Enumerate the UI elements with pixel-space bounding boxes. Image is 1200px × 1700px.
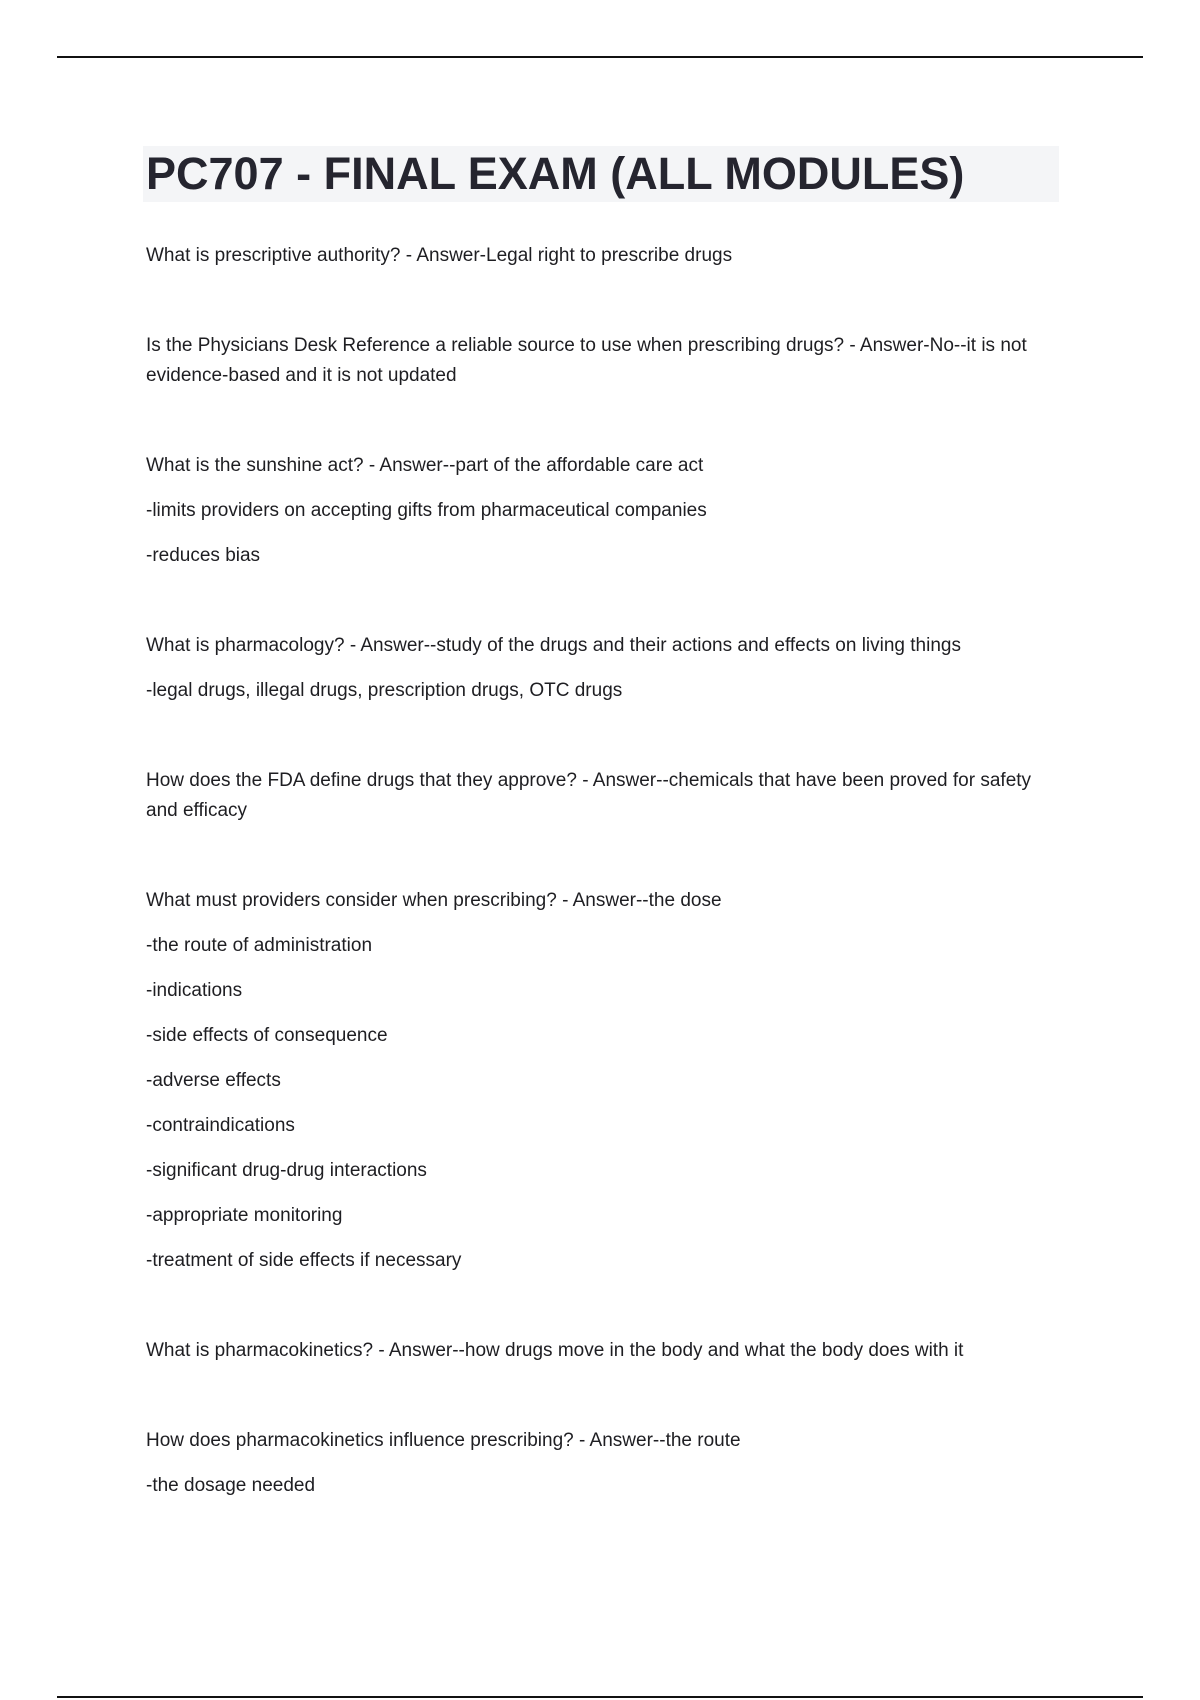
- qa-block-sunshine-act: [146, 451, 1046, 571]
- qa-line: -side effects of consequence: [146, 1025, 388, 1046]
- qa-content: [146, 241, 1046, 1561]
- qa-line: -treatment of side effects if necessary: [146, 1250, 462, 1271]
- top-rule: [57, 56, 1143, 58]
- qa-line: -appropriate monitoring: [146, 1205, 343, 1226]
- bottom-rule: [57, 1696, 1143, 1698]
- qa-line: What must providers consider when prescribing? - Answer--the dose: [146, 890, 722, 911]
- qa-line: -the dosage needed: [146, 1475, 316, 1496]
- qa-line: What is pharmacology? - Answer--study of the drugs and their actions and effects on living things: [146, 635, 961, 656]
- qa-line: -indications: [146, 980, 243, 1001]
- qa-line: -contraindications: [146, 1115, 295, 1136]
- qa-line: How does pharmacokinetics influence prescribing? - Answer--the route: [146, 1430, 741, 1451]
- qa-line: -legal drugs, illegal drugs, prescription drugs, OTC drugs: [146, 680, 623, 701]
- qa-line: -adverse effects: [146, 1070, 281, 1091]
- qa-line: -reduces bias: [146, 545, 261, 566]
- qa-line: What is the sunshine act? - Answer--part of the affordable care act: [146, 455, 704, 476]
- qa-line: -limits providers on accepting gifts from pharmaceutical companies: [146, 500, 707, 521]
- qa-line: What is pharmacokinetics? - Answer--how drugs move in the body and what the body does with it: [146, 1340, 964, 1361]
- qa-line: -the route of administration: [146, 935, 373, 956]
- qa-block-pharmacokinetics-prescribing: [146, 1426, 1046, 1501]
- qa-block-pharmacology: [146, 631, 1046, 706]
- page-title: PC707 - FINAL EXAM (ALL MODULES): [146, 148, 965, 199]
- qa-line: Is the Physicians Desk Reference a reliable source to use when prescribing drugs? - Answer-No--it is not evidence-based and it is not updated: [146, 335, 1027, 386]
- qa-block-pdr: [146, 331, 1046, 391]
- qa-block-prescribing-considerations: [146, 886, 1046, 1276]
- qa-block-pharmacokinetics: [146, 1336, 1046, 1366]
- qa-line: -significant drug-drug interactions: [146, 1160, 427, 1181]
- qa-block-prescriptive-authority: [146, 241, 1046, 271]
- qa-line: What is prescriptive authority? - Answer-Legal right to prescribe drugs: [146, 245, 733, 266]
- qa-line: How does the FDA define drugs that they approve? - Answer--chemicals that have been proved for safety and efficacy: [146, 770, 1032, 821]
- qa-block-fda-definition: [146, 766, 1046, 826]
